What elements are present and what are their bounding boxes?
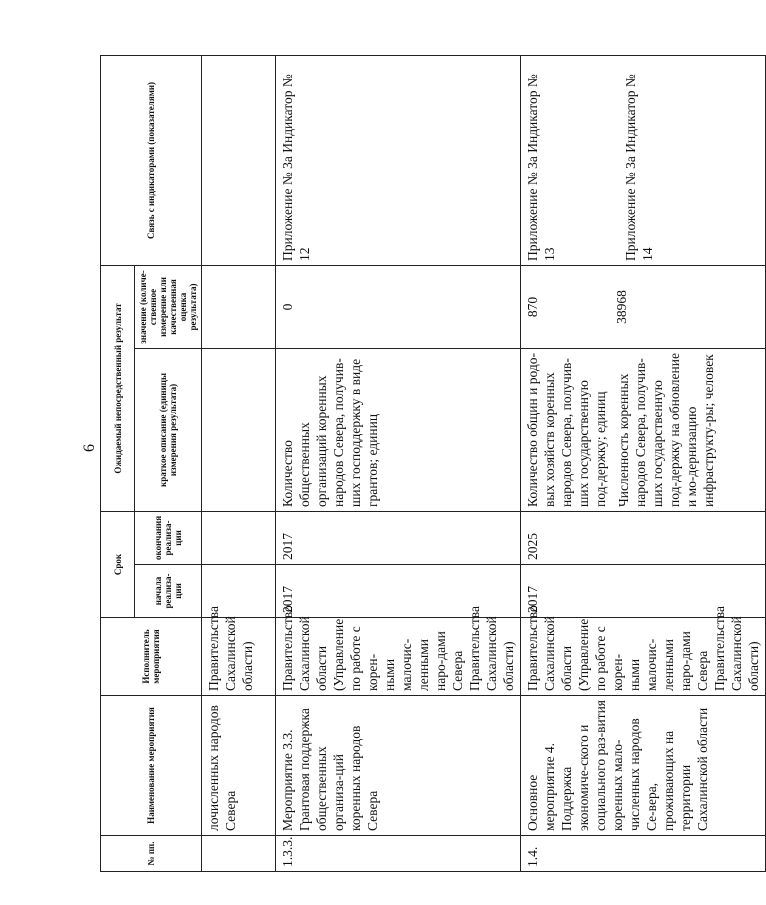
header-num: № пп. [101,836,202,872]
cell-end: 2017 [276,511,521,564]
cell-name: лочисленных народов Севера [202,696,276,836]
table-row [521,55,766,871]
cell-start: 2017 [521,565,766,618]
cell-name: Мероприятие 3.3. Грантовая поддержка общественных организа-ций коренных народов Севера [276,696,521,836]
header-result-value: значение (количе-ственное измерение или качественная оценка результата) [135,265,202,348]
table-row [276,55,521,871]
cell-end [202,511,276,564]
header-row-1 [101,55,135,871]
result-desc-1: Количество общин и родо-вых хозяйств коренных народов Севера, получив-ших государственную под-держку; единиц [525,353,608,507]
header-name: Наименование мероприятия [101,696,202,836]
cell-name: Основное мероприятие 4. Поддержка экономиче-ского и социального раз-вития коренных мало-численных народов Се-вера, проживающих на территории Сахалинской области [521,696,766,836]
table-row [202,55,276,871]
page-number: 6 [81,444,98,452]
cell-result-value: 0 [276,265,521,348]
result-value-1: 870 [525,296,540,318]
header-term-end: окончания реализа-ции [135,511,202,564]
cell-result-desc [202,348,276,511]
header-term: Срок [101,511,135,617]
cell-end: 2025 [521,511,766,564]
result-desc-2: Численность коренных народов Севера, получив-ших государственную под-держку на обновление и мо-дернизацию инфраструкту-ры; человек [616,353,716,507]
measures-table [100,55,766,872]
link-1: Приложение № 3а Индикатор № 13 [525,74,557,261]
cell-link [521,55,766,265]
header-term-start: начала реализа-ции [135,565,202,618]
header-result-desc: краткое описание (единицы измерения результата) [135,348,202,511]
cell-result-value [521,265,766,348]
cell-result-value [202,265,276,348]
cell-result-desc: Количество общественных организаций коренных народов Севера, получив-ших господдержку в виде грантов; единиц [276,348,521,511]
cell-num: 1.3.3. [276,836,521,872]
cell-link: Приложение № 3а Индикатор № 12 [276,55,521,265]
header-executor: Исполнитель мероприятия [101,618,202,696]
cell-num [202,836,276,872]
cell-executor: Правительство Сахалинской области (Управление по работе с корен-ными малочис-ленными наро-дами Севера Правительства Сахалинской области) [521,618,766,696]
result-value-2: 38968 [614,290,629,324]
header-link: Связь с индикаторами (показателями) [101,55,202,265]
cell-executor: Правительство Сахалинской области (Управление по работе с корен-ными малочис-ленными наро-дами Севера Правительства Сахалинской области) [276,618,521,696]
cell-link [202,55,276,265]
header-result: Ожидаемый непосредственный результат [101,265,135,511]
cell-num: 1.4. [521,836,766,872]
link-2: Приложение № 3а Индикатор № 14 [623,74,655,261]
cell-executor: Правительства Сахалинской области) [202,618,276,696]
cell-start: 2017 [276,565,521,618]
rotated-table-container [100,56,761,872]
cell-result-desc [521,348,766,511]
